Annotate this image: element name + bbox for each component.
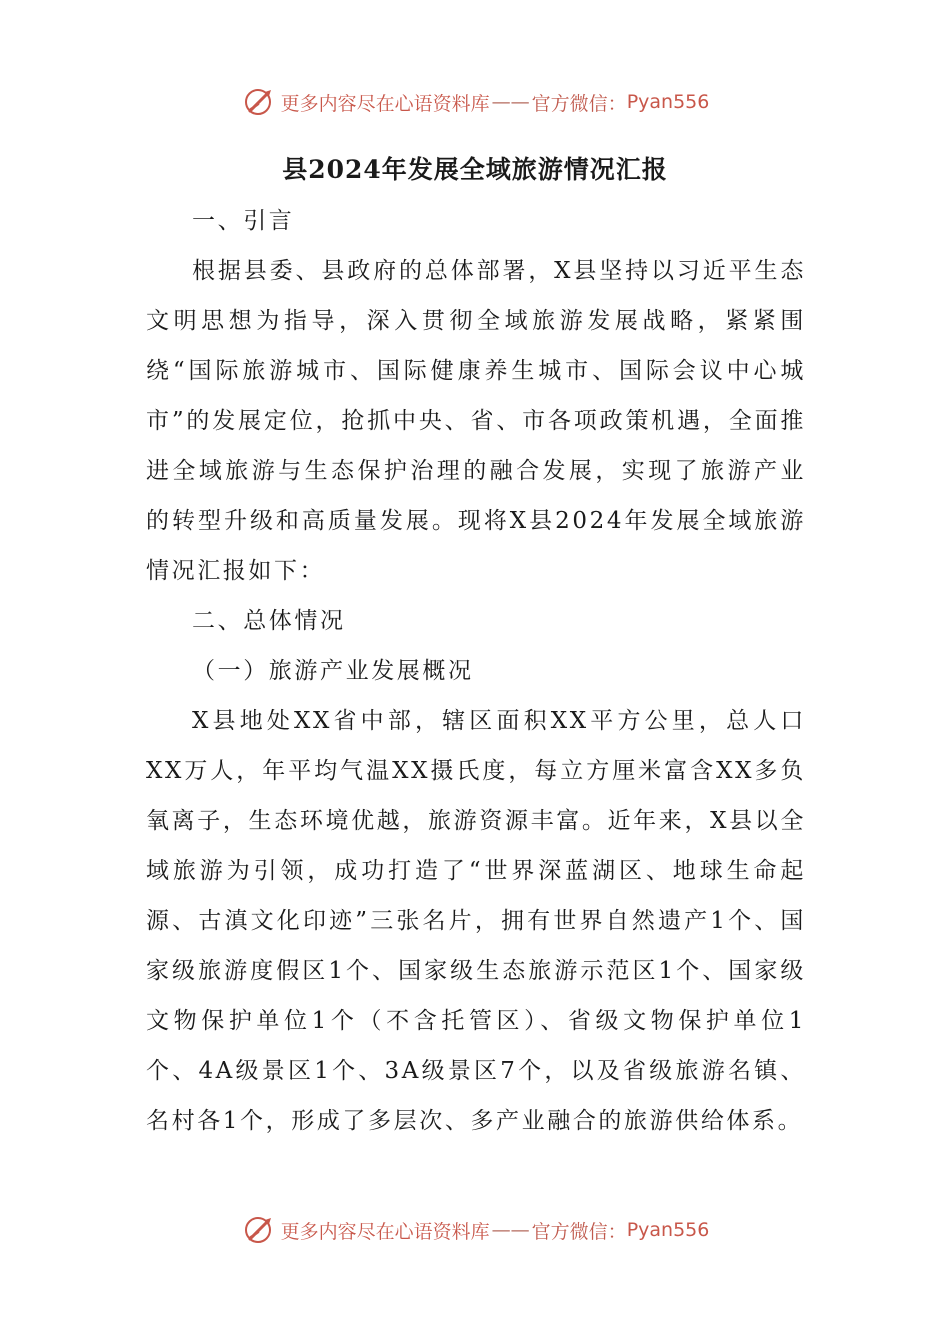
banner-wechat-id: Pyan556 [626,91,710,113]
document-body [146,196,806,1146]
banner-wechat-label: 官方微信： [531,92,627,115]
banner-wechat-id: Pyan556 [626,1219,710,1241]
pen-logo-icon [241,84,277,120]
banner-separator: —— [491,91,530,113]
header-watermark-banner [0,82,950,122]
banner-site-text: 更多内容尽在心语资料库 [280,92,490,115]
pen-logo-icon [241,1212,277,1248]
banner-site-text: 更多内容尽在心语资料库 [280,1220,490,1243]
paragraph-introduction: 根据县委、县政府的总体部署，X县坚持以习近平生态文明思想为指导，深入贯彻全域旅游发展战略，紧紧围绕“国际旅游城市、国际健康养生城市、国际会议中心城市”的发展定位，抢抓中央、省、市各项政策机遇，全面推进全域旅游与生态保护治理的融合发展，实现了旅游产业的转型升级和高质量发展。现将X县2024年发展全域旅游情况汇报如下： [146,258,806,584]
subsection-heading-tourism-overview: （一）旅游产业发展概况 [192,658,474,684]
document-title: 县2024年发展全域旅游情况汇报 [282,155,668,184]
banner-separator: —— [491,1219,530,1241]
footer-watermark-banner [0,1210,950,1250]
banner-wechat-label: 官方微信： [531,1220,627,1243]
section-heading-overview: 二、总体情况 [192,608,346,634]
paragraph-tourism-overview: X县地处XX省中部，辖区面积XX平方公里，总人口XX万人，年平均气温XX摄氏度，每立方厘米富含XX多负氧离子，生态环境优越，旅游资源丰富。近年来，X县以全域旅游为引领，成功打造了“世界深蓝湖区、地球生命起源、古滇文化印迹”三张名片，拥有世界自然遗产1个、国家级旅游度假区1个、国家级生态旅游示范区1个、国家级文物保护单位1个（不含托管区）、省级文物保护单位1个、4A级景区1个、3A级景区7个，以及省级旅游名镇、名村各1个，形成了多层次、多产业融合的旅游供给体系。 [146,708,806,1134]
section-heading-introduction: 一、引言 [192,208,295,234]
